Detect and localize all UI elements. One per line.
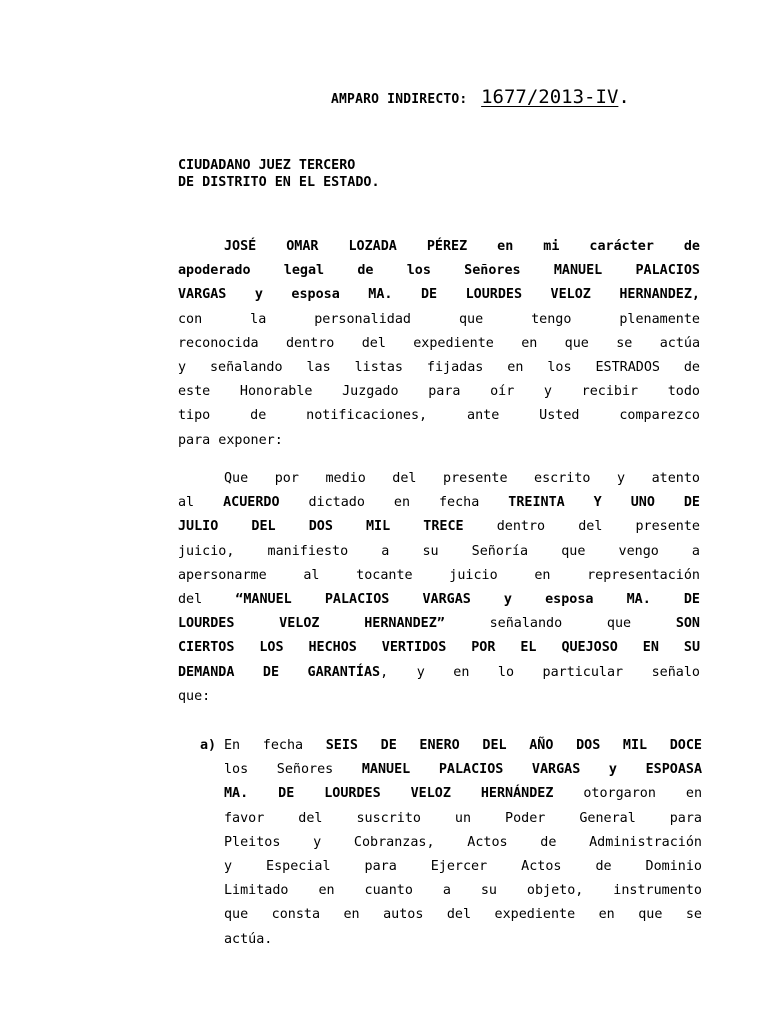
case-number: 1677/2013-IV [481,86,619,108]
text-line [178,515,700,539]
plain-text: otorgaron en [553,786,703,802]
bold-text: SON [675,616,700,632]
paragraph-statement [178,467,700,709]
text-line: Pleitos y Cobranzas, Actos de Administración [224,834,702,850]
plain-text: dictado en fecha [279,495,509,511]
text-line [178,612,700,636]
plain-text: señalando que [444,616,676,632]
bold-text: CIERTOS LOS HECHOS VERTIDOS POR EL QUEJOSO EN SU [178,640,700,656]
bold-text: DEMANDA DE GARANTÍAS [178,664,381,680]
text-line: tipo de notificaciones, ante Usted comparezco [178,408,700,424]
plain-text: En fecha [224,738,326,753]
plain-text: los Señores [224,762,362,778]
bold-text: “MANUEL PALACIOS VARGAS y esposa MA. DE [235,591,700,607]
text-line [178,283,700,307]
bold-text: ACUERDO [223,495,280,511]
text-line: y Especial para Ejercer Actos de Dominio [224,858,702,874]
text-line: juicio, manifiesto a su Señoría que vengo a [178,543,700,559]
text-line [224,734,702,758]
text-line: apersonarme al tocante juicio en representación [178,567,700,583]
list-item-a [200,734,702,952]
list-item-content [224,734,702,952]
bold-text: JOSÉ OMAR LOZADA PÉREZ en mi carácter de [224,239,700,254]
text-line: para exponer: [178,432,283,448]
text-line: que consta en autos del expediente en que se [224,907,702,923]
text-line [178,636,700,660]
text-line: y señalando las listas fijadas en los ESTRADOS de [178,359,700,375]
text-line [178,467,700,491]
text-line [178,235,700,259]
text-line: favor del suscrito un Poder General para [224,810,702,826]
text-line [178,661,700,685]
bold-text: MANUEL PALACIOS VARGAS y ESPOASA [361,762,702,778]
text-line: que: [178,688,211,704]
bold-text: LOURDES VELOZ HERNANDEZ” [178,616,445,632]
bold-text: JULIO DEL DOS MIL TRECE [178,519,464,535]
text-line: Limitado en cuanto a su objeto, instrumento [224,883,702,899]
case-label: AMPARO INDIRECTO: [331,92,468,107]
bold-text: VARGAS y esposa MA. DE LOURDES VELOZ HERNANDEZ, [178,287,700,303]
addressee-block [178,157,380,191]
plain-text: al [178,495,224,511]
bold-text: apoderado legal de los Señores MANUEL PALACIOS [178,263,700,279]
text-line [224,782,702,806]
case-header [331,86,630,108]
text-line: este Honorable Juzgado para oír y recibir todo [178,384,700,400]
text-line: reconocida dentro del expediente en que se actúa [178,335,700,351]
text-line [178,491,700,515]
bold-text: TREINTA Y UNO DE [508,495,700,511]
text-line [178,588,700,612]
addressee-line: CIUDADANO JUEZ TERCERO [178,158,356,173]
plain-text: dentro del presente [463,519,700,535]
plain-text: del [178,591,236,607]
text-line [178,259,700,283]
case-period: . [618,86,630,108]
text-line [224,758,702,782]
text-line: con la personalidad que tengo plenamente [178,311,700,327]
plain-text: Que por medio del presente escrito y atento [224,471,700,486]
text-line: actúa. [224,931,273,947]
bold-text: SEIS DE ENERO DEL AÑO DOS MIL DOCE [325,738,702,753]
paragraph-introduction [178,235,700,453]
plain-text: , y en lo particular señalo [380,664,700,680]
addressee-line: DE DISTRITO EN EL ESTADO. [178,175,380,190]
list-marker: a) [200,738,217,753]
bold-text: MA. DE LOURDES VELOZ HERNÁNDEZ [224,786,554,802]
